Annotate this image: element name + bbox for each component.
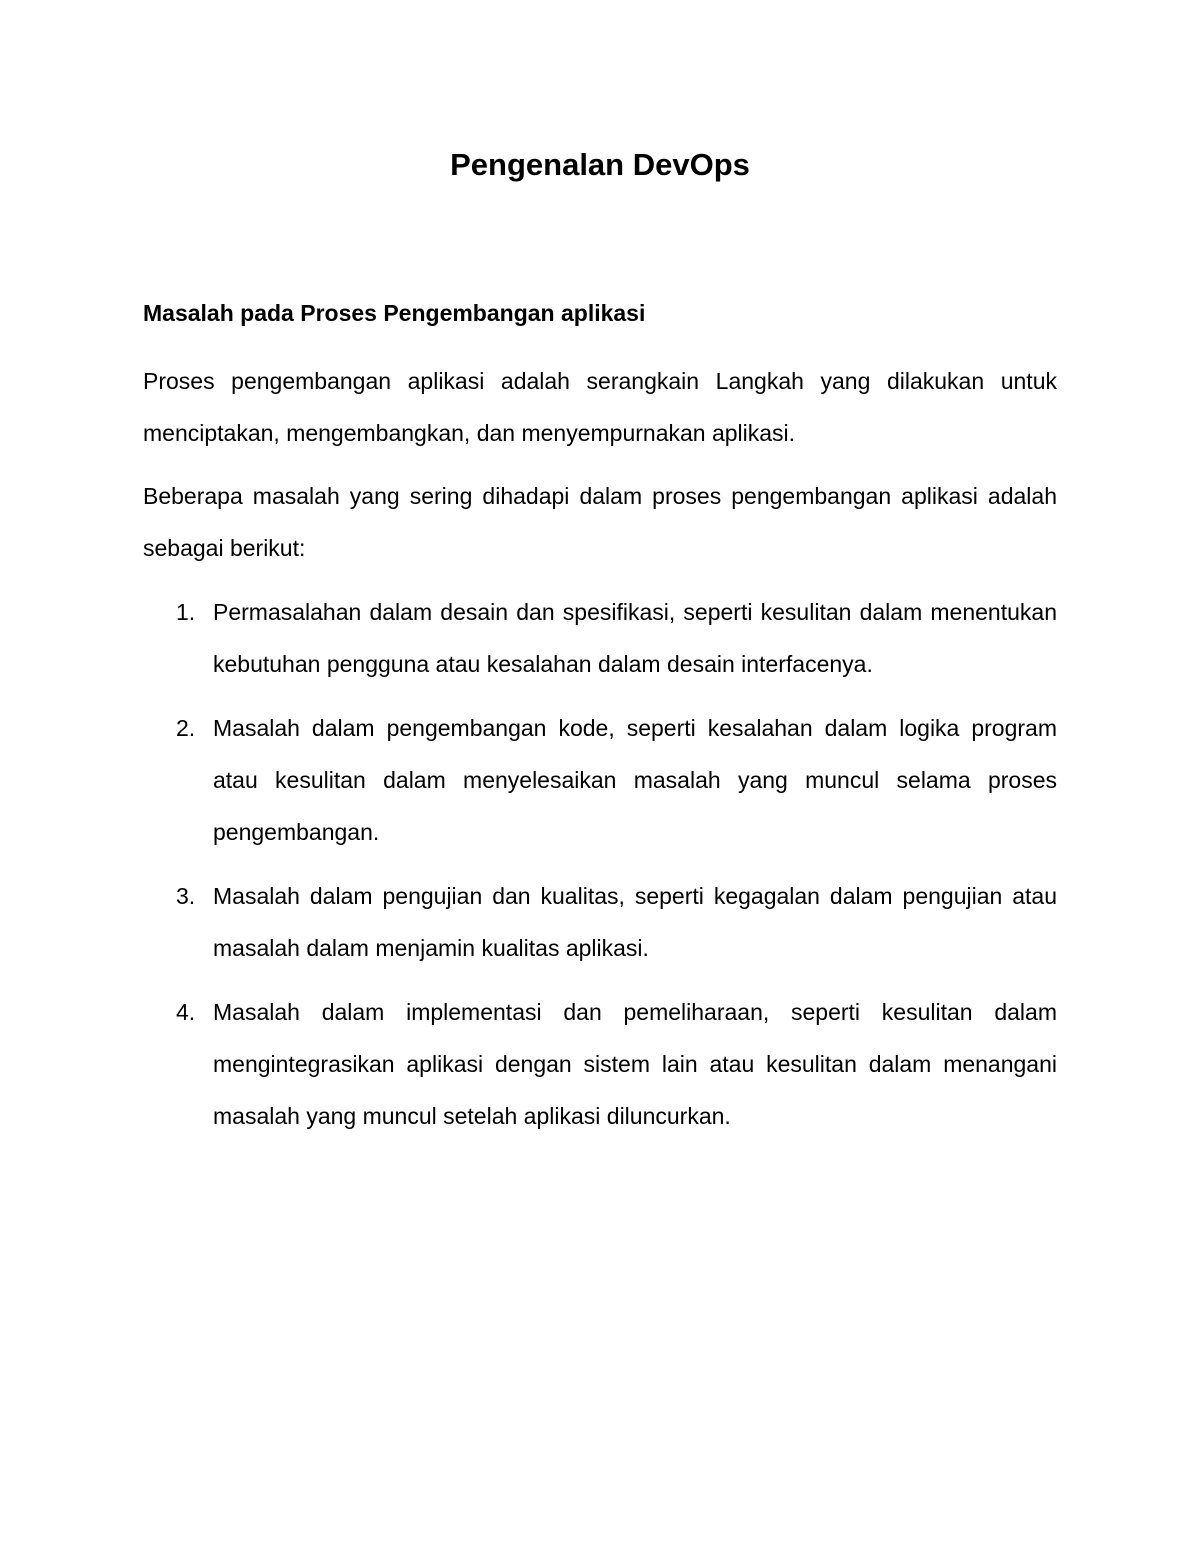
paragraph-intro: Proses pengembangan aplikasi adalah serangkain Langkah yang dilakukan untuk menciptakan, mengembangkan, dan menyempurnakan aplikasi. (143, 368, 1057, 446)
paragraph-problems-lead: Beberapa masalah yang sering dihadapi dalam proses pengembangan aplikasi adalah sebagai berikut: (143, 483, 1057, 561)
section-heading: Masalah pada Proses Pengembangan aplikasi (143, 300, 646, 326)
list-item (143, 702, 1057, 858)
document-title: Pengenalan DevOps (450, 147, 750, 182)
list-item-text: Masalah dalam pengembangan kode, seperti kesalahan dalam logika program atau kesulitan dalam menyelesaikan masalah yang muncul selama proses pengembangan. (213, 715, 1057, 845)
list-item-text: Permasalahan dalam desain dan spesifikasi, seperti kesulitan dalam menentukan kebutuhan pengguna atau kesalahan dalam desain interfacenya. (213, 599, 1057, 677)
list-item (143, 870, 1057, 974)
list-item-number: 2. (176, 715, 196, 741)
list-item-number: 3. (176, 883, 196, 909)
list-item-number: 4. (176, 999, 196, 1025)
list-item-number: 1. (176, 599, 196, 625)
list-item (143, 986, 1057, 1142)
problem-list (143, 586, 1057, 1142)
list-item (143, 586, 1057, 690)
document-page (143, 0, 1057, 1553)
list-item-text: Masalah dalam pengujian dan kualitas, seperti kegagalan dalam pengujian atau masalah dalam menjamin kualitas aplikasi. (213, 883, 1057, 961)
list-item-text: Masalah dalam implementasi dan pemeliharaan, seperti kesulitan dalam mengintegrasikan aplikasi dengan sistem lain atau kesulitan dalam menangani masalah yang muncul setelah aplikasi diluncurkan. (213, 999, 1057, 1129)
